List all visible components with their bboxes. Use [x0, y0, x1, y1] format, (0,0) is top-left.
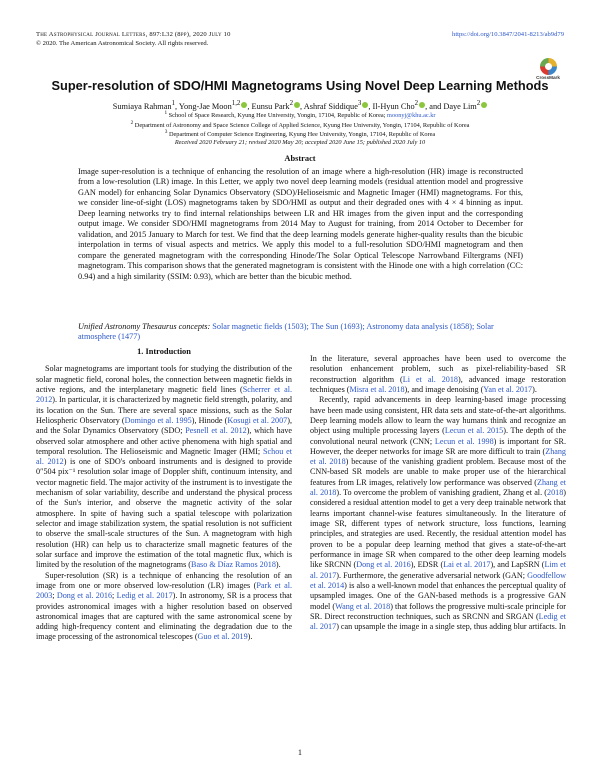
- uat-link[interactable]: Astronomy data analysis (1858);: [366, 322, 475, 331]
- corresponding-email[interactable]: moonyj@khu.ac.kr: [387, 112, 436, 120]
- abstract-heading: Abstract: [284, 154, 316, 163]
- text-run: ).: [275, 560, 281, 570]
- uat-label: Unified Astronomy Thesaurus concepts:: [78, 322, 211, 331]
- page-number: 1: [297, 748, 303, 757]
- paragraph: [310, 395, 566, 632]
- author-affiliation-marker: 2: [476, 100, 481, 107]
- text-run: ) is one of SDO's onboard instruments and is designed to provide 0″504 pix⁻¹ resolution solar image of Doppler shift, continuum intensity, and vector magnetic field. The major activity of the instrument is to investigate the mechanism of solar variability, describe and understand the physical process of the Sun's interior, and observe the magnetic activity of the solar atmosphere. In spite of having such a spatial telescope with polarization selector and image stabilization system, the spatial resolution is not sufficient to observe the small-scale structures of the Sun. A magnetogram with high resolution (HR) can help us to characterize small magnetic features of the solar surface and improve the estimation of the total magnetic flux, which is limited by the resolution of the magnetograms (: [36, 457, 292, 570]
- text-run: ) can upsample the image in a single step, thus adding blur artifacts. In: [336, 622, 566, 632]
- orcid-icon[interactable]: [419, 102, 425, 108]
- text-run: ), advanced image restoration techniques (: [310, 374, 566, 394]
- text-run: ), and the Solar Dynamics Observatory (SDO;: [36, 415, 292, 436]
- citation-link[interactable]: Park et al. 2003: [36, 580, 292, 601]
- text-run: ). The depth of the convolutional neural network (CNN;: [310, 426, 566, 446]
- journal-citation: The Astrophysical Journal Letters, 897:L32 (8pp), 2020 July 10: [36, 31, 231, 38]
- uat-link[interactable]: The Sun (1693);: [310, 322, 365, 331]
- crossmark-label: CrossMark: [536, 75, 560, 80]
- citation-link[interactable]: Dong et al. 2016: [356, 560, 411, 570]
- text-run: ;: [112, 591, 117, 601]
- author-affiliation-marker: 2: [289, 100, 294, 107]
- text-run: ).: [247, 632, 253, 642]
- text-run: Solar magnetograms are important tools for studying the distribution of the solar magnetic field, coronal holes, the connection between magnetic fields in active regions, and the interplanetary magnetic field lines (: [36, 364, 292, 394]
- affiliation-3: $^3$ Department of Computer Science Engineering, Kyung Hee University, Yongin, 17104, Republic of Korea: [164, 129, 436, 139]
- citation-link[interactable]: Domingo et al. 1995: [124, 415, 192, 425]
- orcid-icon[interactable]: [362, 102, 368, 108]
- citation-link[interactable]: Scherrer et al. 2012: [36, 384, 293, 405]
- text-run: ), EDSR (: [410, 560, 444, 570]
- text-run: ), and LapSRN (: [490, 560, 545, 570]
- crossmark-icon: [540, 58, 557, 75]
- publication-dates: Received 2020 February 21; revised 2020 May 20; accepted 2020 June 15; published 2020 July 10: [174, 139, 426, 147]
- citation-link[interactable]: Lecun et al. 2015: [444, 426, 504, 436]
- citation-link[interactable]: Lai et al. 2017: [443, 560, 491, 570]
- text-run: ). In particular, it is characterized by magnetic field strength, polarity, and its location on the Sun. There are several space missions, such as the Solar Heliospheric Observatory (: [36, 395, 292, 425]
- orcid-icon[interactable]: [294, 102, 300, 108]
- text-run: ) is important for SR. However, the deeper networks for image SR are more difficult to train (: [310, 436, 566, 456]
- text-run: ) considered a residual attention model to get a very deep trainable network that learns important channel-wise features simultaneously. In the literature of image SR, different types of network structure, loss functions, learning principles, and strategies are used. Recently, the residual attention model has proven to be a popular deep learning method that gives a state-of-the-art performance in image SR when compared to the other deep learning models like SRCNN (: [310, 488, 566, 570]
- left-column: [36, 347, 292, 643]
- abstract-text: Image super-resolution is a technique of enhancing the resolution of an image where a high-resolution (HR) image is reconstructed from a low-resolution (LR) image. In this Letter, we apply two novel deep learning models (residual attention model and progressive GAN model) for enhancing Solar Dynamics Observatory (SDO)/Helioseismic and Magnetic Imager (HMI) magnetograms. For this, we consider line-of-sight (LOS) magnetograms taken by SDO/HMI as output and their degraded ones with 4 × 4 binning as input. Deep learning networks try to find internal relationships between LR and HR images from the given input and the corresponding output image. We consider SDO/HMI magnetograms from 2014 May to August for training, from 2014 October to December for validation, and 2015 January to March for test. We find that the deep learning models generate higher-quality results than the bicubic interpolation in terms of visual aspects and metrics. We apply this model to a full-resolution SDO/HMI magnetogram and then compare the generated magnetogram with the corresponding Hinode/The Solar Optical Telescope Narrowband Filtergrams (NFI) magnetogram. This comparison shows that the generated magnetogram is consistent with the Hinode one with a high correlation (CC: 0.94) and a high similarity (SSIM: 0.93), which are better than the bicubic method.: [78, 167, 523, 281]
- text-run: Recently, rapid advancements in deep learning-based image processing have been made using consistent, HR data sets and state-of-the-art algorithms. Deep learning models allow to learn the way humans think and recognize an object using multiple processing layers (: [310, 395, 566, 436]
- citation-link[interactable]: Ledig et al. 2017: [310, 611, 566, 632]
- citation-link[interactable]: Kosugi et al. 2007: [227, 415, 288, 425]
- citation-link[interactable]: Goodfellow et al. 2014: [310, 570, 566, 590]
- paper-title: Super-resolution of SDO/HMI Magnetograms Using Novel Deep Learning Methods: [51, 78, 549, 93]
- citation-link[interactable]: 2018: [547, 488, 564, 498]
- uat-link[interactable]: Solar atmosphere (1477): [78, 322, 494, 342]
- text-run: ), and image denoising (: [404, 384, 484, 394]
- citation-link[interactable]: Baso & Díaz Ramos 2018: [191, 560, 276, 570]
- author-name: Sumiaya Rahman: [112, 101, 172, 111]
- text-run: ) that follows the progressive multi-scale principle for SR. Direct reconstruction techniques, such as SRCNN and SRGAN (: [310, 601, 566, 621]
- orcid-icon[interactable]: [241, 102, 247, 108]
- citation-link[interactable]: Wang et al. 2018: [335, 601, 391, 611]
- text-run: ), Hinode (: [191, 415, 228, 425]
- copyright-line: © 2020. The American Astronomical Society. All rights reserved.: [36, 40, 209, 48]
- citation-link[interactable]: Ledig et al. 2017: [116, 591, 173, 601]
- paragraph: [36, 571, 292, 643]
- uat-link[interactable]: Solar magnetic fields (1503);: [212, 322, 309, 331]
- citation-link[interactable]: Yan et al. 2017: [483, 384, 533, 394]
- text-run: ). To overcome the problem of vanishing gradient, Zhang et al. (: [336, 488, 548, 498]
- text-run: ;: [52, 591, 57, 601]
- author-list: Sumiaya Rahman$^1$, Yong-Jae Moon$^{1,2}$ , Eunsu Park$^2$ , Ashraf Siddique$^3$ , Il-Hyun Cho$^2$ , and Daye Lim$^2$: [40, 98, 560, 112]
- author-name: Daye Lim: [443, 101, 477, 111]
- citation-link[interactable]: Lecun et al. 1998: [434, 436, 494, 446]
- affiliation-1: $^1$ School of Space Research, Kyung Hee University, Yongin, 17104, Republic of Korea; moonyj@khu.ac.kr: [164, 110, 436, 120]
- text-run: ). In astronomy, SR is a process that provides astronomical images with a higher resolution based on observed astronomical images that are captured with the same astronomical scene by adding high-frequency content and eliminating the degradation due to the image processing of the astronomical telescopes (: [36, 591, 292, 642]
- orcid-icon[interactable]: [481, 102, 487, 108]
- citation-link[interactable]: Lim et al. 2017: [310, 560, 566, 580]
- right-column: [310, 354, 566, 632]
- author-affiliation-marker: 2: [414, 100, 419, 107]
- text-run: ). Furthermore, the generative adversarial network (GAN;: [336, 570, 528, 580]
- citation-link[interactable]: Zhang et al. 2018: [310, 446, 566, 467]
- author-name: Yong-Jae Moon: [178, 101, 232, 111]
- section-heading: 1. Introduction: [137, 347, 191, 356]
- author-name: Ashraf Siddique: [303, 101, 358, 111]
- text-run: In the literature, several approaches have been used to overcome the resolution enhancement problem, such as pixel-reliability-based SR reconstruction algorithm (: [310, 354, 566, 384]
- citation-link[interactable]: Misra et al. 2018: [349, 384, 405, 394]
- paragraph: [36, 364, 292, 570]
- citation-link[interactable]: Schou et al. 2012: [36, 446, 292, 467]
- text-run: ) because of the vanishing gradient problem. Because most of the CNN-based SR models are unable to make proper use of the hierarchical features from LR images, relatively low performance was observed (: [310, 457, 566, 487]
- citation-link[interactable]: Pesnell et al. 2012: [185, 426, 247, 436]
- author-affiliation-marker: 1,2: [231, 100, 241, 107]
- author-affiliation-marker: 1: [171, 100, 176, 107]
- affiliations: [40, 110, 560, 147]
- doi-link[interactable]: https://doi.org/10.3847/2041-8213/ab9d79: [452, 31, 564, 38]
- paragraph: [310, 354, 566, 395]
- text-run: Super-resolution (SR) is a technique of enhancing the resolution of an image from one or more observed low-resolution (LR) images (: [36, 570, 292, 590]
- text-run: ) is also a well-known model that enhances the perceptual quality of upsampled images. One of the GAN-based methods is a progressive GAN model (: [310, 580, 566, 611]
- author-name: Il-Hyun Cho: [372, 101, 415, 111]
- uat-concepts: [78, 322, 523, 343]
- citation-link[interactable]: Li et al. 2018: [402, 374, 458, 384]
- text-run: ), which have observed solar atmosphere and other active phenomena with high spatial and temporal resolution. The Helioseismic and Magnetic Imager (HMI;: [36, 426, 292, 456]
- citation-link[interactable]: Dong et al. 2016: [56, 591, 113, 601]
- text-run: ).: [532, 384, 537, 394]
- affiliation-2: $^2$ Department of Astronomy and Space Science College of Applied Science, Kyung Hee University, Yongin, 17104, Republic of Korea: [130, 119, 470, 129]
- author-name: Eunsu Park: [251, 101, 290, 111]
- citation-link[interactable]: Guo et al. 2019: [197, 632, 248, 642]
- author-affiliation-marker: 3: [357, 100, 362, 107]
- running-header: [36, 30, 564, 48]
- citation-link[interactable]: Zhang et al. 2018: [310, 477, 566, 498]
